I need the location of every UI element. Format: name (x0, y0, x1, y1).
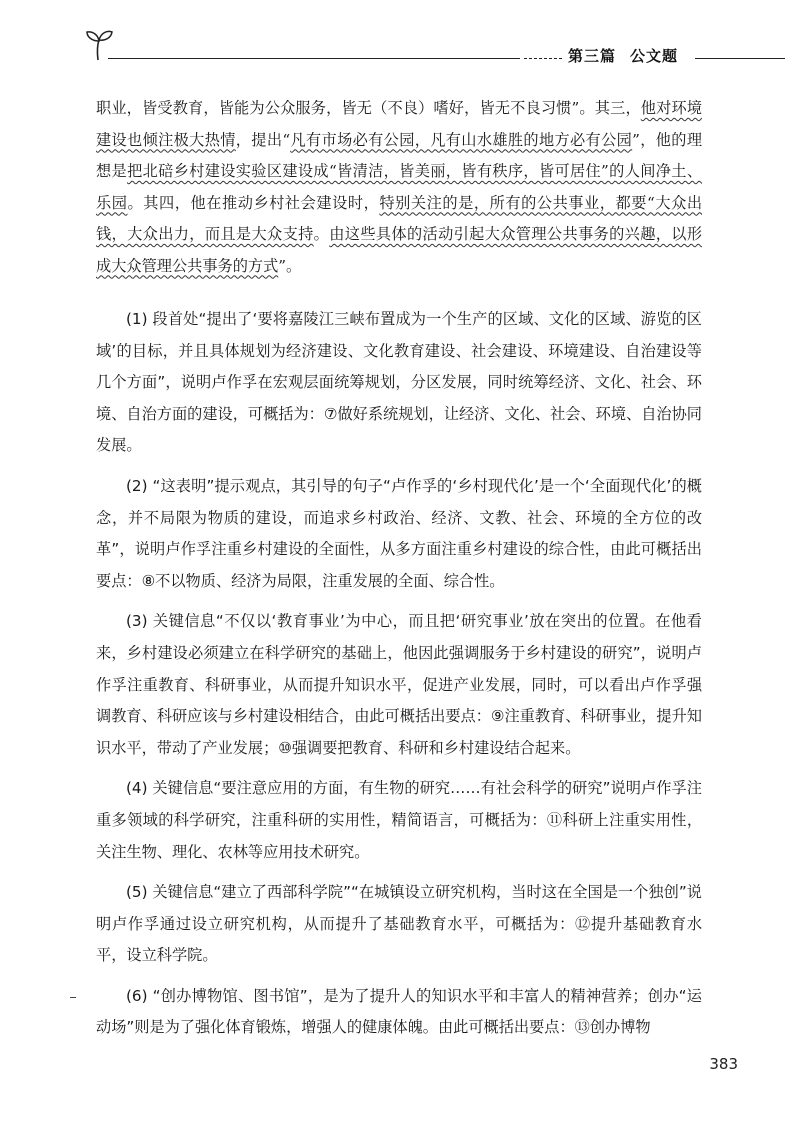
intro-text-1: 职业，皆受教育，皆能为公众服务，皆无（不良）嗜好，皆无不良习惯”。其三， (96, 99, 641, 117)
intro-paragraph (96, 93, 702, 282)
header-part: 第三篇 (568, 47, 617, 65)
intro-text-6: ”。 (278, 256, 302, 275)
intro-underlined-2: 凡有市场必有公园，凡有山水雄胜的地方必有公园 (290, 130, 633, 149)
page-number: 383 (709, 1055, 738, 1073)
header-rule-left (108, 58, 520, 59)
header-title (568, 45, 694, 66)
analysis-paragraph-6: (6) “创办博物馆、图书馆”，是为了提升人的知识水平和丰富人的精神营养；创办“运动场”则是为了强化体育锻炼，增强人的健康体魄。由此可概括出要点：⑬创办博物 (96, 986, 702, 1037)
intro-underlined-1: 他对环境建设也倾注极大热情 (96, 99, 703, 149)
sprout-logo-icon (84, 28, 114, 62)
intro-text-2: ，提出“ (235, 130, 291, 149)
analysis-paragraph-2: (2) “这表明”提示观点，其引导的句子“卢作孚的‘乡村现代化’是一个‘全面现代化’的概念，并不局限为物质的建设，而追求乡村政治、经济、文教、社会、环境的全方位的改革”，说明卢作孚注重乡村建设的全面性，从多方面注重乡村建设的综合性，由此可概括出要点：⑧不以物质、经济为局限，注重发展的全面、综合性。 (96, 476, 702, 590)
page-header (0, 0, 800, 80)
header-rule-right (695, 58, 785, 59)
intro-underlined-5: 由这些具体的活动引起大众管理公共事务的兴趣，以形成大众管理公共事务的方式 (96, 225, 703, 275)
analysis-paragraph-4: (4) 关键信息“要注意应用的方面，有生物的研究……有社会科学的研究”说明卢作孚注重多领域的科学研究，注重科研的实用性，精简语言，可概括为：⑪科研上注重实用性，关注生物、理化、农林等应用技术研究。 (96, 779, 702, 861)
intro-underlined-3: 把北碚乡村建设实验区建设成“皆清洁，皆美丽，皆有秩序，皆可居住”的人间净土、乐园 (96, 162, 703, 212)
analysis-paragraph-5: (5) 关键信息“建立了西部科学院”“在城镇设立研究机构，当时这在全国是一个独创”说明卢作孚通过设立研究机构，从而提升了基础教育水平，可概括为：⑫提升基础教育水平，设立科学院。 (96, 883, 702, 965)
header-section: 公文题 (630, 47, 679, 65)
margin-mark (70, 997, 76, 998)
intro-text-4: 。其四，他在推动乡村社会建设时， (127, 193, 380, 212)
page-content (96, 93, 702, 1044)
intro-text-3: ”，他的理想是 (96, 130, 703, 180)
header-rule-dashed (524, 58, 562, 59)
analysis-paragraph-1: (1) 段首处“提出了‘要将嘉陵江三峡布置成为一个生产的区域、文化的区域、游览的区域’的目标，并且具体规划为经济建设、文化教育建设、社会建设、环境建设、自治建设等几个方面”，说明卢作孚在宏观层面统筹规划，分区发展，同时统筹经济、文化、社会、环境、自治方面的建设，可概括为：⑦做好系统规划，让经济、文化、社会、环境、自治协同发展。 (96, 310, 702, 455)
intro-text-5: 。 (313, 225, 330, 243)
analysis-paragraph-3: (3) 关键信息“不仅以‘教育事业’为中心，而且把‘研究事业’放在突出的位置。在他看来，乡村建设必须建立在科学研究的基础上，他因此强调服务于乡村建设的研究”，说明卢作孚注重教育、科研事业，从而提升知识水平，促进产业发展，同时，可以看出卢作孚强调教育、科研应该与乡村建设相结合，由此可概括出要点：⑨注重教育、科研事业，提升知识水平，带动了产业发展；⑩强调要把教育、科研和乡村建设结合起来。 (96, 612, 702, 757)
intro-underlined-4: 特别关注的是，所有的公共事业，都要“大众出钱，大众出力，而且是大众支持 (96, 193, 703, 243)
